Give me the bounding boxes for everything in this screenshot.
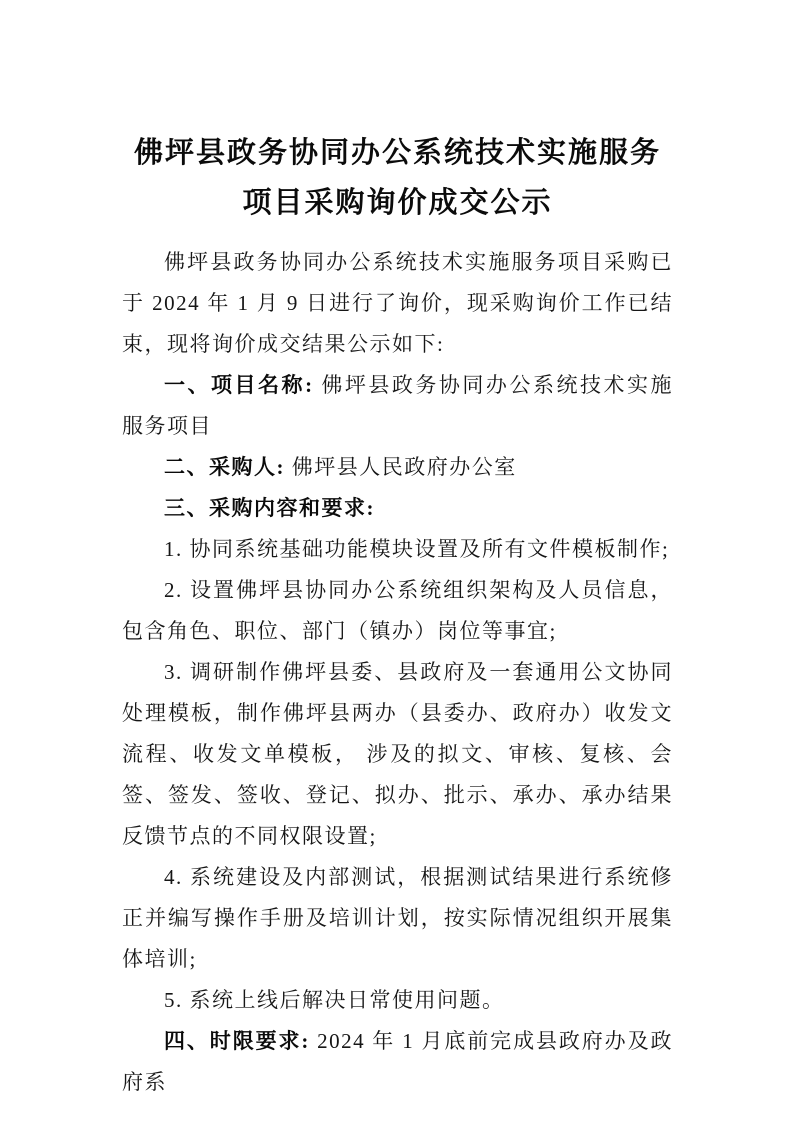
paragraph-label: 四、时限要求: [164,1029,310,1053]
document-content [122,0,673,1103]
paragraph-deadline [122,1021,673,1103]
paragraph-text: 2. 设置佛坪县协同办公系统组织架构及人员信息，包含角色、职位、部门（镇办）岗位等事宜; [122,578,673,643]
paragraph-intro [122,242,673,365]
paragraph-label: 一、项目名称: [164,373,314,397]
document-title [122,128,673,228]
paragraph-label: 二、采购人: [164,455,285,479]
paragraph-label: 三、采购内容和要求: [164,496,375,520]
paragraph-text: 5. 系统上线后解决日常使用问题。 [164,988,505,1012]
paragraph-item-3 [122,652,673,857]
paragraph-item-4 [122,857,673,980]
paragraph-text: 3. 调研制作佛坪县委、县政府及一套通用公文协同处理模板，制作佛坪县两办（县委办、政府办）收发文流程、收发文单模板， 涉及的拟文、审核、复核、会签、签发、签收、登记、拟办、批示、承办、承办结果反馈节点的不同权限设置; [122,660,673,848]
paragraph-content-requirements-heading [122,488,673,529]
paragraph-purchaser [122,447,673,488]
paragraph-item-1 [122,529,673,570]
document-title-line2: 项目采购询价成交公示 [242,187,553,219]
paragraph-project-name [122,365,673,447]
document-title-line1: 佛坪县政务协同办公系统技术实施服务 [133,137,661,169]
paragraph-item-5 [122,980,673,1021]
paragraph-text: 佛坪县人民政府办公室 [285,455,517,479]
document-body [122,242,673,1103]
paragraph-item-2 [122,570,673,652]
paragraph-text: 1. 协同系统基础功能模块设置及所有文件模板制作; [164,537,670,561]
paragraph-text: 2024 年 1 月底前完成县政府办及政府系 [122,1029,673,1094]
paragraph-text: 佛坪县政务协同办公系统技术实施服务项目采购已于 2024 年 1 月 9 日进行了询价，现采购询价工作已结束，现将询价成交结果公示如下: [122,250,673,356]
paragraph-text: 佛坪县政务协同办公系统技术实施服务项目 [122,373,674,438]
paragraph-text: 4. 系统建设及内部测试，根据测试结果进行系统修正并编写操作手册及培训计划，按实际情况组织开展集体培训; [122,865,673,971]
